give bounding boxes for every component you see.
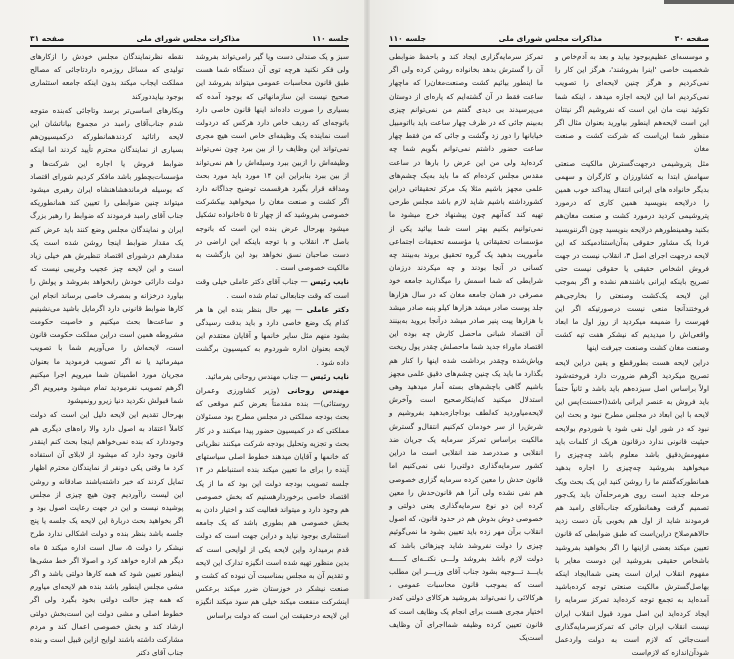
speaker-name: نایب رئیس	[310, 277, 350, 287]
speaker-paragraph: نایب رئیس — جناب مهندس روحانی بفرمائید.	[205, 371, 349, 381]
running-head	[389, 29, 709, 43]
paragraph: مثل پتروشیمی درجهت‌گسترش مالکیت صنعتی سهامش ابتدا به کشاورزان و کارگران و سهمی بدیگر خانواده های ایرانی انتقال پیداکند خوب همین را درلایحه بنویسید همین کاری که درمورد پتروشیمی کردید درمورد کشت و صنعت مغان‌هم بکنید وهمینطورهم درلایحه بنویسید چون اگرننویسید فردا یک مشاور حقوقی به‌آن‌استنادمیکند که این لایحه درجهت اجرای اصل ۳، انقلاب نیست در جهت فروش اشخاص حقیقی یا حقوقی نیست حتی تصریح باینکه ایرانی باشندهم نشده و اگر بموجب این لایحه یک‌کشت وصنعتی را بخارجی‌هم فروختندآنجا منعی نیست درصورتیکه اگر این فهرست را ضمیمه میکردید از روز اول ما ابعاد واقعی‌اش را میدیدیم که نیشکر هفت تپه کشت وصنعت مغان کشت وصنعت جیرفت اینها	[555, 158, 709, 353]
book-gutter	[364, 0, 370, 599]
speaker-name: دکتر عاملی	[306, 304, 350, 314]
speaker-paragraph: دکتر عاملی — بهر حال بنظر بنده این ها هر کدام یک وضع خاصی دارد و باید بدقت رسیدگی بشود منهم مثل سایر خانمها و آقایان معتقدم این لایحه بعنوان اداره شوردوم به کمیسیون برگشت داده شود .	[195, 304, 350, 367]
column-right	[196, 50, 350, 659]
speaker-name: نایب رئیس	[310, 371, 349, 381]
paragraph: وبکارهای اساسی‌تر برسد وتاجائی که‌بنده متوجه شدم جناب‌آقای رامبد در مجموع بیاناتشان این لایحه راتائید کردندهمانطورکه درکمیسیون‌هم بسیاری از نمایندگان محترم تأیید کردند اما اینکه ضوابط فروش یا اجاره این شرکت‌ها و مؤسسات‌بچطور باشد مافکر کردیم شورای اقتصاد که بوسیله فرماندهشاهنشاه ایران رهبری میشود میتواند چنین ضوابطی را تعیین کند همانطوریکه جناب آقای رامبد فرمودند که ضوابط را رهبر بزرگ ایران و نمایندگان مجلس وضع کنند باید عرض کنم یک مقدار ضوابط اینجا روشن شده است یک مقدارهم درشورای اقتصاد تنظیرش هم خیلی زیاد است و این لایحه چیز عجیب وغریبی نیست که دولت دارائی خودش رابخواهد بفروشد و پولش را بیاورد درخزانه و بمصرف خاصی برساند انجام این کارها ضوابط قانونی دارد اگرمایل باشید می‌نشینیم و ساعت‌ها بحث میکنیم و خاصیت حکومت مشروطه همین است دراین مملکت حکومت قانون است، لایحه‌اش را می‌آوریم شما با تصویب میفرمائید یا نه اگر تصویب فرمودید ما بعنوان مجریان مورد اطمینان شما میرویم اجرا میکنیم اگرهم تصویب نفرمودید تمام میشود ومیرویم اگر شما قبولش نکردید دنیا زیرو رونمیشود	[30, 105, 184, 406]
text-columns	[389, 50, 709, 659]
session-label: جلسه ۱۱۰	[389, 34, 427, 43]
publication-title: مذاکرات مجلس شورای ملی	[136, 34, 240, 43]
column-right	[555, 50, 709, 659]
header-rule	[389, 45, 709, 47]
scan-edge-mark	[664, 0, 734, 4]
header-rule	[30, 45, 349, 47]
speaker-paragraph: مهندس روحانی (وزیر کشاورزی وعمران روستائی)— بنده مقدمتاً بعرض کنم موقعی که بحث بودجه مملکتی در مجلس مطرح بود مسئولان مملکتی که در کمیسیون حضور پیدا میکنند و در کار بحث و تجزیه وتحلیل بودجه شرکت میکنند نظریاتی که خانمها و آقایان میدهند خطوط اصلی سیاستهای آینده را برای ما تعیین میکند بنده استنباطم در ۱۴ جلسه تصویب بودجه دولت این بود که ما از یک اقتصاد خاصی برخوردارهستیم که بخش خصوصی هم وجود دارد و میتواند فعالیت کند و اختیار دادن به بخش خصوصی هم بطوری باشد که یک جامعه استثماری بوجود نیاید و دراین جهت است که دولت قدم برمیدارد واین لایحه یکی از لوایحی است که بدین منظور تهیه شده است انگیزه تدارک این لایحه و تقدیم آن به مجلس بمناسبت آن نبوده که کشت و صنعت نیشکر در خوزستان ضرر میکند برعکس اینشرکت منفعت میکند خیلی هم سود میکند انگیزه این لایحه درحقیقت این است که دولت براساس	[195, 386, 349, 620]
running-head	[30, 29, 349, 43]
speaker-name: مهندس روحانی	[287, 386, 349, 396]
paragraph: تمرکز سرمایه‌گزاری ایجاد کند و باحفظ ضوابطی آن را گسترش بدهد بخانواده روشن کرده ولی اگر ما اینطور بیائیم کشت وصنعت‌مغان‌را که ماچهار ساعت فقط در آن گشته‌ایم که پاره‌ای از دوستان می‌پرسیدند بی دیدی گفتم من نمی‌توانم چیزی به‌بینم جائی که در ظرف چهار ساعت باید بااتومبیل خیابانها را دور زد وگشت و جائی که من فقط چهار ساعت حضور داشتم نمی‌توانم بگویم شما چه کرده‌اید ولی من این عرض را بارها در ساعت مقدس مجلس کرده‌ام که ما باید به‌یک چشم‌های علمی مجهز باشیم مثلا یک مرکز تحقیقاتی دراین کشورداشته باشیم شاید لازم باشد مجلس طرحی تهیه کند که‌آنهم چون پیشنهاد خرج میشود ما نمی‌توانیم بکنیم بهتر است شما بیائید یکی از مؤسسات تحقیقاتی یا مؤسسه تحقیقات اجتماعی مأموریت بدهید یک گروه تحقیق بروند به‌بینند چه کسانی در آنجا بودند و چه میکردند درزمان شرایطی که شما اسمش را میگذارید جامعه خود مصرفی در همان جامعه مغان که در سال هزارها جلد پوست صادر میشد هزارها کیلو پنبه صادر میشد با هزارها پیت پنیر صادر میشد درآنجا بروید به‌بینند آن اقتصاد شبانی ماحصل کارش چه بوده این اقتصاد ماوراء جدید شما ماحصلش چقدر پول ریخت وپاش‌شده وچقدر برداشت شده اینها را کنار هم بگذارد ما باید یک چنین چشم‌های دقیق علمی مجهز باشیم گاهی باچشم‌های بسته آمار میدهید وهی استدلال میکنید که‌اینکارصحیح است وآخرش لایحه‌میاوردید که‌لطف بوداجازه‌بدهید بفروشیم و شرش‌را از سر خودمان کم‌کنیم انتقال‌و گسترش مالکیت براساس تمرکز سرمایه یک جریان ضد انقلابی و صددرصد ضد انقلابی است ما دراین کشور سرمایه‌گذاری دولتی‌را نفی نمی‌کنیم اما قانون حدش را معین کرده سرمایه گزاری خصوصی هم نفی نشده ولی آنرا هم قانون‌حدش را معین کرده این دو نوع سرمایه‌گذاری یعنی دولتی و خصوصی دوش بدوش هم در حدود قانون، که اصول انقلاب برآن مهر زده باید تعیین بشود ما نمی‌گوئیم چیزی را دولت نفروشد شاید چیزهائی باشد که دولت لازم باشد بفروشد ولـــی نکتــه‌ای کـــــه بایـــد تـــوجیه بشود جناب آقای وزیـــر این مطلب است که بموجب قانون محاسبات عمومی ، هرکالائی را نمی‌تواند بفروشید هرکالای دولتی که‌در اختیار مجری هست برای انجام یک وظایف است که قانون تعیین کرده وظیفه شمااجرای آن وظایف است‌یک	[389, 52, 543, 642]
page-31	[0, 0, 367, 658]
paragraph: و موسسه‌ای عظیم‌بوجود بیاید و بعد به آدم‌خاص و شخصیت خاصی 'اینرا بفروشند'، هرگز این کار را نمی‌کردیم و هرگز چنین لایحه‌ای را تصویب نمی‌کردیم اما این لایحه اجازه میدهد ، اینکه شما تکوئید نیت مان این است که نفروشیم اگر نیتتان این است لایحه‌هم اینطور بیاورید بعنوان مثال اگر منظور شما این‌است که شرکت کشت و صنعت مغان	[555, 52, 709, 154]
page-30	[367, 0, 734, 658]
column-left	[389, 50, 543, 659]
page-number: صفحه ۳۱	[30, 34, 65, 43]
column-left	[30, 50, 184, 659]
page-number: صفحه ۳۰	[674, 34, 709, 43]
paragraph: دراین لایحه هست بطورقطع و یقین دراین لایحه تصریح میکردید اگرهم ضرورت دارد فروخته‌شود اولاً براساس اصل سیزده‌هم باید باشد و ثانیاً حتماً باید فروش به عنصر ایرانی باشد(احسنت)پس این لایحه با این ابعاد در مجلس مطرح نبود و بحث این نبود که در شور اول نفی شود یا شوردوم‌ بولایحه حیثیت قانونی ندارد درقانون هریک از کلمات باید مفهومش‌دقیق باشد معلوم باشد چه‌چیزی را میخواهید بفروشید چه‌چیزی را اجاره بدهید همانطورکه‌گفتم ما را روشن کنید این یک بحث ویک مرحله جدید است روی هرمرحله‌آن باید یک‌جور تصمیم گرفت وهمانطورکه جناب‌آقای رامبد هم فرمودند شاید از اول هم بخوبی بآن دست زدید حالاهم‌صلاح دراین‌است که طبق ضوابطی که قانون تعیین میکند بعضی ازاینها را اگر بخواهید بفروشید باشخاص حقیقی بفروشید این دوست مغایر با مفهوم انقلاب ایران است یعنی شماایجاد اینکه بهاصل‌گسترش مالکیت صنعتی توجه کرده‌باشید آمده‌اید به تجمع توجه کرده‌اید تمرکز سرمایه را ایجاد کرده‌اید این اصل مورد قبول انقلاب ایران نیست انقلاب ایران جائی که تمرکزسرمایه‌گذاری است‌جائی که لازم است به دولت واردعمل شودآن‌اندازه که لازم‌است	[555, 357, 709, 658]
text-columns	[30, 50, 349, 659]
session-label: جلسه ۱۱۰	[312, 34, 349, 43]
speaker-paragraph: نایب رئیس — جناب آقای دکتر عاملی خیلی وقت است که وقت جنابعالی تمام شده است .	[195, 277, 350, 300]
paragraph: بهرحال تقدیم این لایحه دلیل این است که دولت کاملاً اعتقاد به اصول دارد والا راه‌های دیگری هم وجوددارد که بنده نمی‌خواهم اینجا بحث کنم اینقدر قانون وجود دارد که میشود از لابلای آن استفاده کرد ما وقتی یکی دونفر از نمایندگان محترم اظهار تمایل کردند که خبر داشته‌باشند صادقانه و روشن این لیست راآوردیم چون هیچ چیزی از مجلس پوشیده نیست و این در جهت رعایت اصول بود و اگر بخواهید بحث دربارهٔ این لایحه یک جلسه یا پنج جلسه باشد بنظر بنده و دولت اشکالی ندارد طرح نیشکر را دولت ۵، سال است اداره میکند ۵ ماه دیگر هم اداره خواهد کرد و اصولا اگر خط مشی‌ها اینطور تعیین شود که همه کارها دولتی باشد و اگر مشی مجلس اینطور باشد بنده هم لایحه‌ای میاورم که همه چیز حالت دولتی بخود بگیرد ولی اگر خطوط اصلی و مشی دولت این است‌بخش دولتی ارشاد کند و بخش خصوصی اعمال کند و مردم مشارکت داشته باشند لوایح ازاین قبیل است و بنده جناب آقای دکتر	[30, 410, 184, 658]
publication-title: مذاکرات مجلس شورای ملی	[498, 34, 602, 43]
paragraph: سبز و یک صندلی دست ویا گیر رامی‌تواند بفروشد ولی فکر نکنید هرچه توی آن دستگاه شما هست طبق قانون محاسبات عمومی میتواند بفروشد این صحیح نیست این سازمانهائی که بوجود آمده که بسیاری را صورت داده‌اند اینها قانون خاصی دارد باتوجه‌ای که ردیف خاص دارد هرکس که دردولت است نماینده یک وظیفه‌ای خاص است هیچ مجری نمی‌تواند این وظایف را از بین ببرد چون نمی‌تواند وظیفه‌اش را ازبین ببرد وسیله‌اش را هم نمی‌تواند از بین ببرد بنابراین این ۱۴ مورد باید مورد بحث ومداقه قرار بگیرد هرقسمت توضیح جداگانه دارد اگر کشت و صنعت مغان را میخواهید بیکشرکت خصوصی بفروشید که از چهار تا ۵ تاخانواده تشکیل میشود بهرحال عرض بنده این است که باتوجه باصل ۳، انقلاب و با توجه باینکه این اراضی در دست صاحبان نسق نخواهد بود این بازگشت به مالکیت خصوصی است .	[195, 52, 350, 273]
paragraph: نقطه نظرنمایندگان مجلس خودش را ازکارهای تولیدی که مسائل روزمره داردتاجائی که مصالح مملکت ایجاب میکند بدون اینکه جامعه استثماری بوجود بیایددورکند	[30, 52, 184, 101]
